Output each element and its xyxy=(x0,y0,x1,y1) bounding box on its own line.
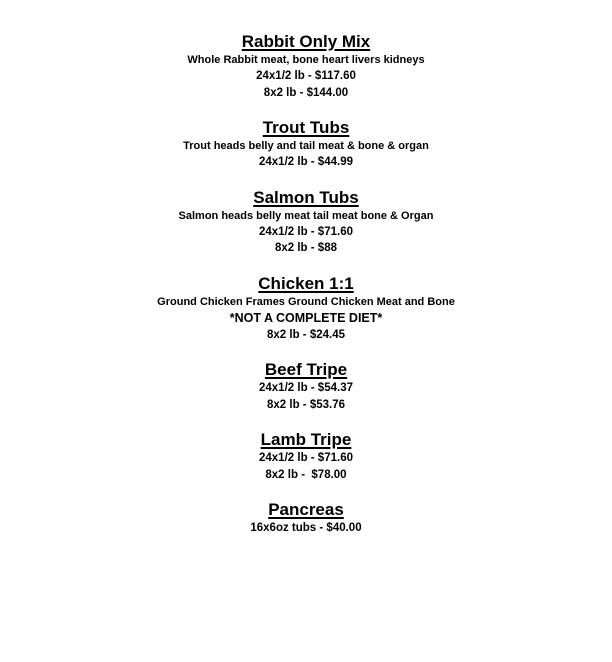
section-title: Trout Tubs xyxy=(262,118,350,137)
section-salmon-tubs xyxy=(0,187,612,257)
price-line: 8x2 lb - $78.00 xyxy=(265,468,347,481)
section-note: *NOT A COMPLETE DIET* xyxy=(229,310,383,325)
price-line: 8x2 lb - $144.00 xyxy=(263,86,349,99)
price-line: 8x2 lb - $53.76 xyxy=(267,398,345,411)
price-list xyxy=(0,31,612,537)
price-line: 8x2 lb - $88 xyxy=(274,242,337,254)
section-description: Whole Rabbit meat, bone heart livers kidneys xyxy=(187,54,425,66)
section-title: Rabbit Only Mix xyxy=(241,32,371,51)
price-line: 24x1/2 lb - $71.60 xyxy=(259,452,353,464)
section-title: Beef Tripe xyxy=(264,360,348,379)
price-line: 24x1/2 lb - $54.37 xyxy=(259,382,353,394)
section-lamb-tripe xyxy=(0,429,612,483)
section-description: Trout heads belly and tail meat & bone & organ xyxy=(183,140,429,152)
section-description: Ground Chicken Frames Ground Chicken Meat and Bone xyxy=(157,295,455,308)
price-line: 24x1/2 lb - $117.60 xyxy=(256,70,356,82)
section-rabbit-only-mix xyxy=(0,31,612,101)
price-line: 16x6oz tubs - $40.00 xyxy=(250,522,362,534)
section-title: Pancreas xyxy=(268,500,344,519)
price-line: 24x1/2 lb - $71.60 xyxy=(259,225,353,238)
price-line: 8x2 lb - $24.45 xyxy=(267,328,345,341)
section-pancreas xyxy=(0,499,612,537)
section-title: Lamb Tripe xyxy=(260,430,352,449)
section-title: Chicken 1:1 xyxy=(258,273,354,293)
section-chicken xyxy=(0,273,612,344)
section-beef-tripe xyxy=(0,359,612,413)
section-title: Salmon Tubs xyxy=(253,187,359,207)
price-line: 24x1/2 lb - $44.99 xyxy=(259,156,353,168)
section-description: Salmon heads belly meat tail meat bone & Organ xyxy=(178,209,434,222)
section-trout-tubs xyxy=(0,117,612,171)
